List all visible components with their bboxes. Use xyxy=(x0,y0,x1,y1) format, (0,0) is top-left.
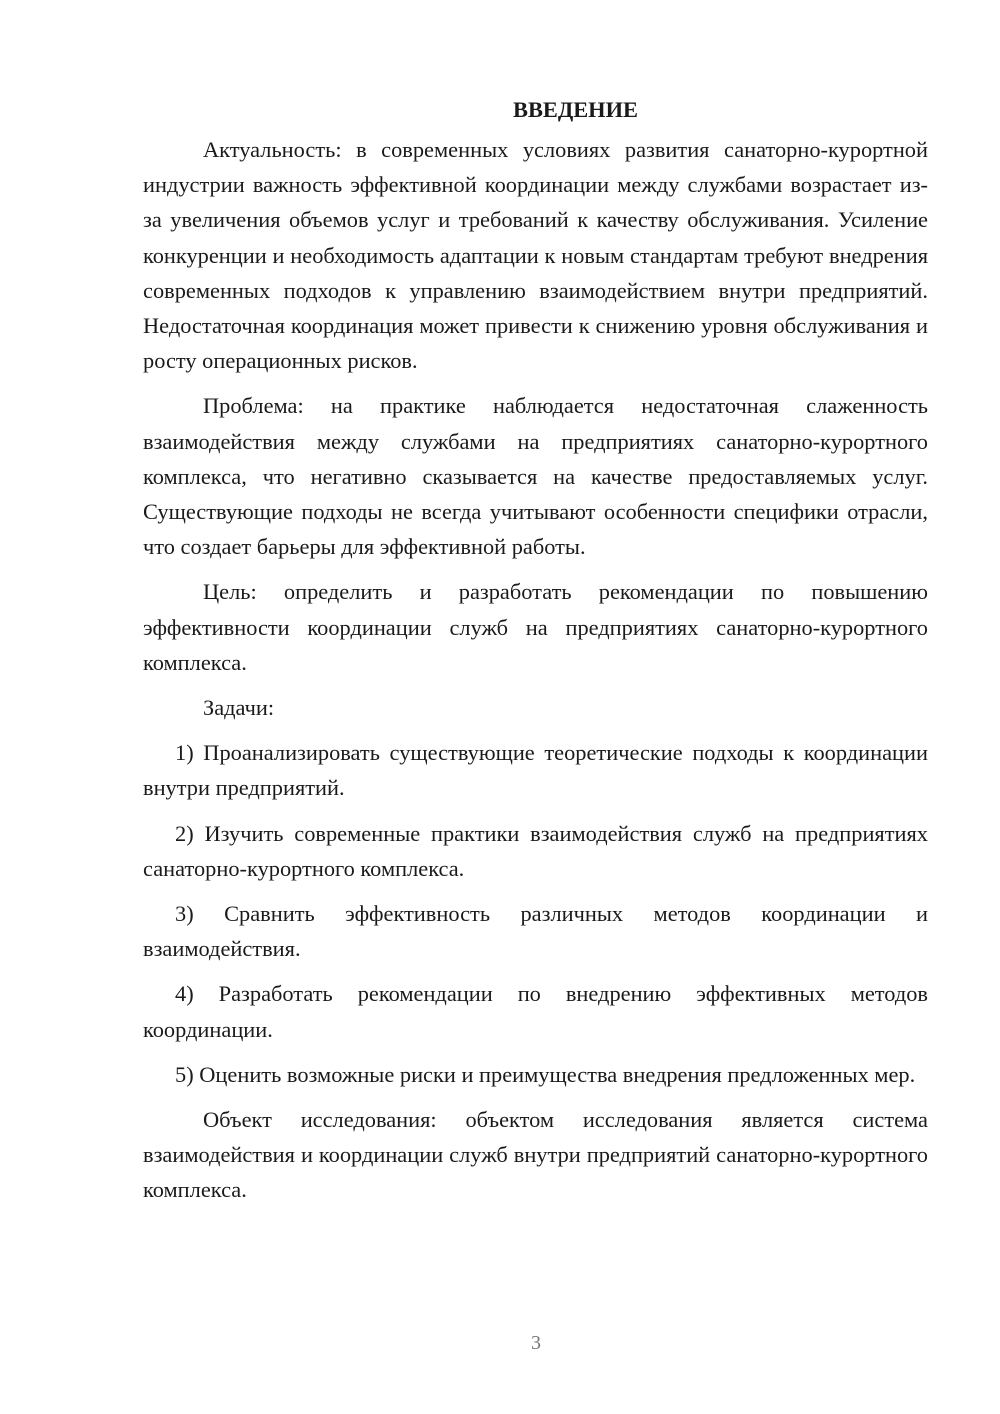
page-content xyxy=(143,95,928,1218)
task-item-4: 4) Разработать рекомендации по внедрению эффективных методов координации. xyxy=(143,981,928,1042)
document-title: ВВЕДЕНИЕ xyxy=(513,97,638,122)
task-item-3: 3) Сравнить эффективность различных методов координации и взаимодействия. xyxy=(143,901,928,962)
paragraph-goal: Цель: определить и разработать рекомендации по повышению эффективности координации служб на предприятиях санаторно-курортного комплекса. xyxy=(143,579,928,675)
page-number: 3 xyxy=(531,1332,541,1354)
task-item-1: 1) Проанализировать существующие теоретические подходы к координации внутри предприятий. xyxy=(143,740,928,801)
paragraph-object: Объект исследования: объектом исследования является система взаимодействия и координации служб внутри предприятий санаторно-курортного комплекса. xyxy=(143,1107,928,1203)
task-item-5: 5) Оценить возможные риски и преимущества внедрения предложенных мер. xyxy=(175,1061,916,1087)
task-item-2: 2) Изучить современные практики взаимодействия служб на предприятиях санаторно-курортного комплекса. xyxy=(143,820,928,881)
tasks-heading: Задачи: xyxy=(203,695,275,721)
paragraph-problem: Проблема: на практике наблюдается недостаточная слаженность взаимодействия между службами на предприятиях санаторно-курортного комплекса, что негативно сказывается на качестве предоставляемых услуг. Существующие подходы не всегда учитывают особенности специфики отрасли, что создает барьеры для эффективной работы. xyxy=(143,393,928,560)
paragraph-actuality: Актуальность: в современных условиях развития санаторно-курортной индустрии важность эффективной координации между службами возрастает из-за увеличения объемов услуг и требований к качеству обслуживания. Усиление конкуренции и необходимость адаптации к новым стандартам требуют внедрения современных подходов к управлению взаимодействием внутри предприятий. Недостаточная координация может привести к снижению уровня обслуживания и росту операционных рисков. xyxy=(143,137,928,374)
